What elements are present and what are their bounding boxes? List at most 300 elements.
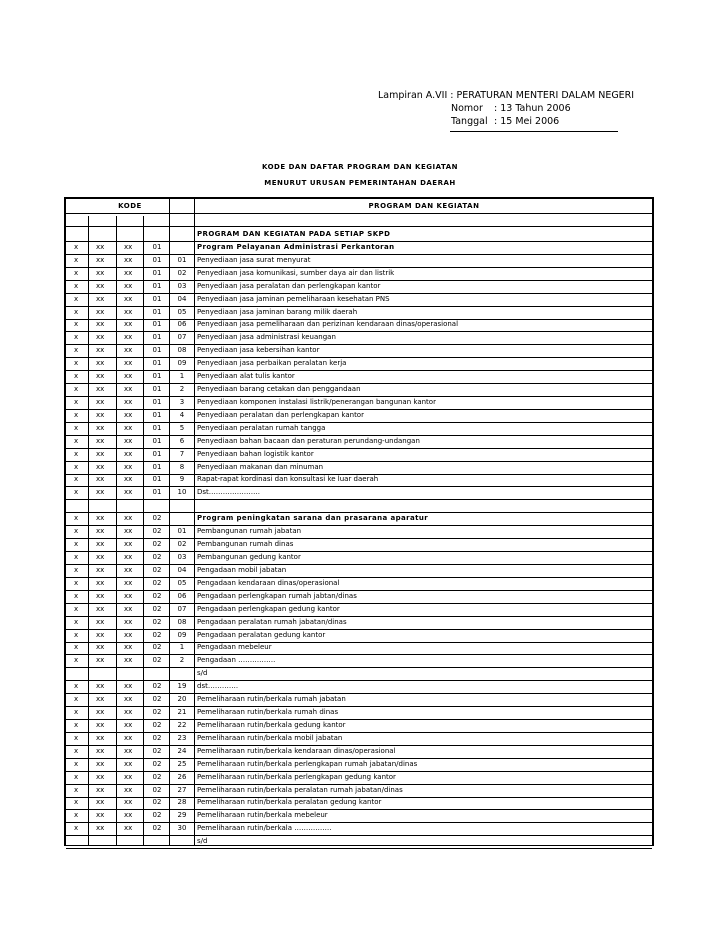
program-cell: 02 — [152, 772, 162, 781]
urusan-cell: x — [74, 514, 79, 523]
description-cell: Penyediaan jasa kebersihan kantor — [197, 346, 320, 355]
bidang-cell: xx — [96, 656, 105, 665]
kegiatan-cell: 06 — [177, 591, 187, 600]
urusan-cell — [74, 499, 84, 512]
bidang-cell: xx — [96, 682, 105, 691]
bidang-cell: xx — [96, 423, 105, 432]
urusan-cell: x — [74, 372, 79, 381]
unit-cell: xx — [124, 514, 133, 523]
table-row — [66, 370, 652, 384]
program-cell: 02 — [152, 514, 162, 523]
program-cell: 02 — [152, 527, 162, 536]
bidang-cell: xx — [96, 514, 105, 523]
program-cell: 01 — [152, 397, 162, 406]
urusan-cell: x — [74, 346, 79, 355]
description-cell: Pengadaan peralatan rumah jabatan/dinas — [197, 617, 347, 626]
program-cell: 02 — [152, 553, 162, 561]
table-row — [66, 616, 652, 630]
unit-cell: xx — [124, 695, 133, 704]
unit-cell: xx — [124, 733, 133, 742]
kegiatan-cell: 1 — [179, 643, 185, 652]
description-cell — [197, 499, 650, 512]
program-table — [64, 197, 654, 846]
program-cell: 01 — [152, 255, 162, 264]
description-cell: Penyediaan bahan logistik kantor — [197, 449, 314, 458]
unit-cell: xx — [124, 772, 133, 781]
unit-cell: xx — [124, 359, 133, 368]
urusan-cell — [74, 228, 84, 241]
description-cell: Dst…………………. — [197, 488, 261, 497]
kegiatan-cell — [170, 512, 194, 525]
table-row — [66, 809, 652, 823]
description-cell: dst…………. — [197, 682, 239, 691]
urusan-cell: x — [74, 333, 79, 342]
urusan-cell: x — [74, 410, 79, 419]
description-cell: Penyediaan makanan dan minuman — [197, 462, 324, 471]
urusan-cell: x — [74, 294, 79, 303]
bidang-cell: xx — [96, 591, 105, 600]
bidang-cell: xx — [96, 540, 105, 549]
kegiatan-cell: 6 — [179, 436, 185, 445]
urusan-cell: x — [74, 604, 79, 613]
program-cell: 02 — [152, 630, 162, 639]
unit-cell: xx — [124, 617, 133, 626]
unit-cell: xx — [124, 720, 133, 729]
program-cell: 02 — [152, 824, 162, 833]
urusan-cell: x — [74, 268, 79, 277]
bidang-cell: xx — [96, 242, 105, 251]
description-cell: s/d — [197, 837, 208, 846]
table-row — [66, 448, 652, 462]
program-cell: 02 — [152, 695, 162, 704]
urusan-cell: x — [74, 449, 79, 458]
description-cell: Rapat-rapat kordinasi dan konsultasi ke luar daerah — [197, 475, 379, 484]
program-cell — [146, 499, 168, 512]
table-row — [66, 331, 652, 345]
bidang-cell: xx — [96, 604, 105, 613]
description-cell: Pengadaan ……………. — [197, 656, 276, 665]
table-row — [66, 771, 652, 785]
unit-cell: xx — [124, 475, 133, 484]
kegiatan-cell: 02 — [177, 540, 187, 549]
unit-cell: xx — [124, 604, 133, 613]
program-cell: 01 — [152, 385, 162, 394]
program-cell: 01 — [152, 436, 162, 445]
bidang-cell: xx — [96, 372, 105, 381]
unit-cell: xx — [124, 578, 133, 587]
unit-cell: xx — [124, 488, 133, 497]
table-row — [66, 254, 652, 268]
description-cell: s/d — [197, 669, 208, 678]
table-row — [66, 641, 652, 655]
unit-cell: xx — [124, 242, 133, 251]
bidang-cell: xx — [96, 397, 105, 406]
table-row — [66, 719, 652, 733]
bidang-cell: xx — [96, 824, 105, 833]
description-cell: Pengadaan peralatan gedung kantor — [197, 630, 326, 639]
description-cell: Penyediaan jasa surat menyurat — [197, 255, 311, 264]
urusan-cell: x — [74, 759, 79, 768]
urusan-cell: x — [74, 708, 79, 717]
program-cell — [146, 228, 168, 241]
urusan-cell: x — [74, 423, 79, 432]
program-cell: 01 — [152, 346, 162, 355]
table-row — [66, 796, 652, 810]
urusan-cell — [74, 667, 84, 680]
table-row — [66, 538, 652, 552]
kegiatan-cell: 20 — [177, 695, 187, 704]
reference-underline — [450, 131, 618, 132]
unit-cell: xx — [124, 708, 133, 717]
header-kode: KODE — [118, 202, 142, 210]
table-row — [66, 461, 652, 475]
program-cell: 01 — [152, 372, 162, 381]
unit-cell: xx — [124, 785, 133, 794]
program-cell: 02 — [152, 656, 162, 665]
description-cell: Program peningkatan sarana dan prasarana aparatur — [197, 514, 429, 523]
table-row — [66, 383, 652, 397]
urusan-cell: x — [74, 255, 79, 264]
nomor-value: : 13 Tahun 2006 — [494, 103, 571, 114]
description-cell: Pengadaan mebeleur — [197, 643, 272, 652]
unit-cell: xx — [124, 436, 133, 445]
unit-cell: xx — [124, 449, 133, 458]
table-row — [66, 590, 652, 604]
unit-cell: xx — [124, 372, 133, 381]
description-cell: Penyediaan peralatan rumah tangga — [197, 423, 326, 432]
kegiatan-cell: 19 — [177, 682, 187, 691]
kegiatan-cell: 3 — [179, 397, 185, 406]
nomor-label: Nomor — [451, 103, 483, 114]
unit-cell: xx — [124, 540, 133, 549]
reference-nomor — [451, 103, 571, 115]
unit-cell: xx — [124, 527, 133, 536]
kegiatan-cell: 08 — [177, 617, 187, 626]
urusan-cell: x — [74, 746, 79, 755]
unit-cell: xx — [124, 320, 133, 329]
kegiatan-cell — [170, 835, 194, 848]
table-row — [66, 409, 652, 423]
bidang-cell: xx — [96, 346, 105, 355]
unit-cell — [124, 499, 144, 512]
program-cell: 01 — [152, 242, 162, 251]
program-cell: 01 — [152, 281, 162, 290]
description-cell: Penyediaan jasa jaminan pemeliharaan kesehatan PNS — [197, 294, 390, 303]
description-cell: Pemeliharaan rutin/berkala peralatan gedung kantor — [197, 798, 382, 807]
urusan-cell: x — [74, 720, 79, 729]
description-cell: Penyediaan jasa administrasi keuangan — [197, 333, 336, 342]
unit-cell: xx — [124, 656, 133, 665]
urusan-cell: x — [74, 772, 79, 781]
unit-cell: xx — [124, 281, 133, 290]
bidang-cell: xx — [96, 785, 105, 794]
bidang-cell: xx — [96, 449, 105, 458]
table-row — [66, 435, 652, 449]
bidang-cell: xx — [96, 811, 105, 820]
table-row — [66, 293, 652, 307]
urusan-cell: x — [74, 591, 79, 600]
description-cell: Penyediaan komponen instalasi listrik/penerangan bangunan kantor — [197, 397, 436, 406]
kegiatan-cell: 10 — [177, 488, 187, 497]
urusan-cell: x — [74, 630, 79, 639]
urusan-cell: x — [74, 695, 79, 704]
kegiatan-cell — [170, 228, 194, 241]
program-cell: 01 — [152, 475, 162, 484]
description-cell: Pembangunan rumah dinas — [197, 540, 294, 549]
bidang-cell — [96, 667, 116, 680]
unit-cell: xx — [124, 307, 133, 316]
kegiatan-cell — [170, 667, 194, 680]
bidang-cell: xx — [96, 565, 105, 574]
urusan-cell: x — [74, 475, 79, 484]
description-cell: Program Pelayanan Administrasi Perkantoran — [197, 242, 395, 251]
kegiatan-cell: 24 — [177, 746, 187, 755]
program-cell: 02 — [152, 682, 162, 691]
program-cell: 01 — [152, 423, 162, 432]
program-cell: 02 — [152, 617, 162, 626]
urusan-cell: x — [74, 385, 79, 394]
bidang-cell: xx — [96, 488, 105, 497]
kegiatan-cell — [170, 241, 194, 254]
table-row — [66, 344, 652, 358]
description-cell: Penyediaan peralatan dan perlengkapan kantor — [197, 410, 364, 419]
kegiatan-cell: 2 — [179, 656, 185, 665]
description-cell: Pengadaan mobil jabatan — [197, 565, 287, 574]
kegiatan-cell: 28 — [177, 798, 187, 807]
table-row — [66, 396, 652, 410]
kegiatan-cell: 06 — [177, 320, 187, 329]
unit-cell: xx — [124, 682, 133, 691]
table-row — [66, 577, 652, 591]
reference-lampiran: Lampiran A.VII : PERATURAN MENTERI DALAM NEGERI — [378, 90, 635, 101]
description-cell: Pemeliharaan rutin/berkala mobil jabatan — [197, 733, 343, 742]
table-header — [66, 199, 652, 214]
urusan-cell: x — [74, 320, 79, 329]
table-row — [66, 551, 652, 565]
description-cell: PROGRAM DAN KEGIATAN PADA SETIAP SKPD — [197, 230, 391, 238]
unit-cell: xx — [124, 333, 133, 342]
kegiatan-cell: 30 — [177, 824, 187, 833]
description-cell: Penyediaan alat tulis kantor — [197, 372, 295, 381]
urusan-cell: x — [74, 565, 79, 574]
description-cell: Pengadaan perlengkapan rumah jabtan/dinas — [197, 591, 357, 600]
bidang-cell: xx — [96, 359, 105, 368]
program-cell: 02 — [152, 591, 162, 600]
program-cell: 01 — [152, 488, 162, 497]
unit-cell — [124, 835, 144, 848]
table-row — [66, 784, 652, 798]
urusan-cell: x — [74, 578, 79, 587]
table-row — [66, 564, 652, 578]
unit-cell: xx — [124, 268, 133, 277]
program-cell: 02 — [152, 785, 162, 794]
program-cell: 02 — [152, 798, 162, 807]
kegiatan-cell: 04 — [177, 294, 187, 303]
table-row — [66, 486, 652, 500]
urusan-cell: x — [74, 359, 79, 368]
kegiatan-cell: 25 — [177, 759, 187, 768]
description-cell: Pengadaan kendaraan dinas/operasional — [197, 578, 340, 587]
table-row — [66, 280, 652, 294]
urusan-cell: x — [74, 785, 79, 794]
table-row — [66, 693, 652, 707]
kegiatan-cell — [170, 499, 194, 512]
program-cell: 02 — [152, 565, 162, 574]
urusan-cell: x — [74, 798, 79, 807]
table-row — [66, 422, 652, 436]
kegiatan-cell: 22 — [177, 720, 187, 729]
urusan-cell: x — [74, 397, 79, 406]
bidang-cell: xx — [96, 746, 105, 755]
kegiatan-cell: 21 — [177, 708, 187, 717]
bidang-cell: xx — [96, 320, 105, 329]
bidang-cell — [96, 499, 116, 512]
urusan-cell: x — [74, 436, 79, 445]
bidang-cell: xx — [96, 759, 105, 768]
bidang-cell: xx — [96, 708, 105, 717]
description-cell: Pemeliharaan rutin/berkala gedung kantor — [197, 720, 346, 729]
kegiatan-cell: 08 — [177, 346, 187, 355]
unit-cell: xx — [124, 630, 133, 639]
urusan-cell: x — [74, 540, 79, 549]
table-row — [66, 499, 652, 513]
table-row — [66, 241, 652, 255]
description-cell: Pembangunan rumah jabatan — [197, 527, 302, 536]
description-cell: Pemeliharaan rutin/berkala rumah jabatan — [197, 695, 346, 704]
urusan-cell: x — [74, 553, 79, 561]
bidang-cell: xx — [96, 294, 105, 303]
description-cell: Penyediaan jasa komunikasi, sumber daya air dan listrik — [197, 268, 395, 277]
table-row — [66, 318, 652, 332]
kegiatan-cell: 4 — [179, 410, 185, 419]
unit-cell: xx — [124, 643, 133, 652]
bidang-cell: xx — [96, 462, 105, 471]
kegiatan-cell: 23 — [177, 733, 187, 742]
reference-tanggal — [451, 116, 559, 128]
program-cell — [146, 835, 168, 848]
bidang-cell: xx — [96, 772, 105, 781]
unit-cell: xx — [124, 255, 133, 264]
kegiatan-cell: 05 — [177, 578, 187, 587]
table-row — [66, 629, 652, 643]
urusan-cell — [74, 835, 84, 848]
urusan-cell: x — [74, 488, 79, 497]
program-cell: 02 — [152, 720, 162, 729]
table-row — [66, 306, 652, 320]
urusan-cell: x — [74, 656, 79, 665]
table-row — [66, 267, 652, 281]
table-row — [66, 732, 652, 746]
table-row — [66, 822, 652, 836]
table-row — [66, 654, 652, 668]
bidang-cell: xx — [96, 410, 105, 419]
bidang-cell: xx — [96, 268, 105, 277]
unit-cell: xx — [124, 798, 133, 807]
unit-cell — [124, 228, 144, 241]
kegiatan-cell: 7 — [179, 449, 185, 458]
bidang-cell: xx — [96, 333, 105, 342]
unit-cell: xx — [124, 553, 133, 561]
bidang-cell: xx — [96, 527, 105, 536]
unit-cell: xx — [124, 410, 133, 419]
bidang-cell: xx — [96, 553, 105, 561]
bidang-cell: xx — [96, 255, 105, 264]
bidang-cell: xx — [96, 475, 105, 484]
program-cell: 01 — [152, 294, 162, 303]
document-heading-line-2: MENURUT URUSAN PEMERINTAHAN DAERAH — [264, 179, 456, 187]
unit-cell: xx — [124, 423, 133, 432]
kegiatan-cell: 2 — [179, 385, 185, 394]
kegiatan-cell: 05 — [177, 307, 187, 316]
unit-cell: xx — [124, 346, 133, 355]
description-cell: Pemeliharaan rutin/berkala perlengkapan gedung kantor — [197, 772, 396, 781]
description-cell: Pemeliharaan rutin/berkala kendaraan dinas/operasional — [197, 746, 396, 755]
kegiatan-cell: 9 — [179, 475, 185, 484]
program-cell: 01 — [152, 307, 162, 316]
header-program: PROGRAM DAN KEGIATAN — [368, 202, 480, 210]
table-row — [66, 525, 652, 539]
kegiatan-cell: 02 — [177, 268, 187, 277]
urusan-cell: x — [74, 281, 79, 290]
table-row — [66, 667, 652, 681]
table-row — [66, 680, 652, 694]
description-cell: Pemeliharaan rutin/berkala ……………. — [197, 824, 332, 833]
bidang-cell: xx — [96, 798, 105, 807]
table-row — [66, 835, 652, 849]
urusan-cell: x — [74, 242, 79, 251]
table-row — [66, 758, 652, 772]
urusan-cell: x — [74, 527, 79, 536]
program-cell: 01 — [152, 410, 162, 419]
bidang-cell: xx — [96, 695, 105, 704]
bidang-cell: xx — [96, 281, 105, 290]
tanggal-label: Tanggal — [451, 116, 488, 127]
program-cell: 02 — [152, 811, 162, 820]
unit-cell: xx — [124, 462, 133, 471]
program-cell: 01 — [152, 333, 162, 342]
urusan-cell: x — [74, 682, 79, 691]
kegiatan-cell: 09 — [177, 359, 187, 368]
bidang-cell — [96, 228, 116, 241]
document-heading-line-1: KODE DAN DAFTAR PROGRAM DAN KEGIATAN — [262, 163, 458, 171]
program-cell — [146, 667, 168, 680]
bidang-cell: xx — [96, 578, 105, 587]
tanggal-value: : 15 Mei 2006 — [494, 116, 560, 127]
program-cell: 02 — [152, 578, 162, 587]
description-cell: Pemeliharaan rutin/berkala perlengkapan rumah jabatan/dinas — [197, 759, 418, 768]
unit-cell: xx — [124, 385, 133, 394]
program-cell: 02 — [152, 604, 162, 613]
description-cell: Pemeliharaan rutin/berkala mebeleur — [197, 811, 328, 820]
urusan-cell: x — [74, 617, 79, 626]
bidang-cell — [96, 835, 116, 848]
kegiatan-cell: 01 — [177, 527, 187, 536]
description-cell: Penyediaan bahan bacaan dan peraturan perundang-undangan — [197, 436, 420, 445]
unit-cell: xx — [124, 824, 133, 833]
description-cell: Pembangunan gedung kantor — [197, 553, 301, 561]
program-cell: 01 — [152, 462, 162, 471]
bidang-cell: xx — [96, 643, 105, 652]
program-cell: 02 — [152, 759, 162, 768]
kegiatan-cell: 03 — [177, 281, 187, 290]
description-cell: Penyediaan barang cetakan dan penggandaan — [197, 385, 361, 394]
kegiatan-cell: 09 — [177, 630, 187, 639]
program-cell: 01 — [152, 449, 162, 458]
unit-cell: xx — [124, 811, 133, 820]
table-row — [66, 512, 652, 526]
table-row — [66, 603, 652, 617]
unit-cell — [124, 667, 144, 680]
